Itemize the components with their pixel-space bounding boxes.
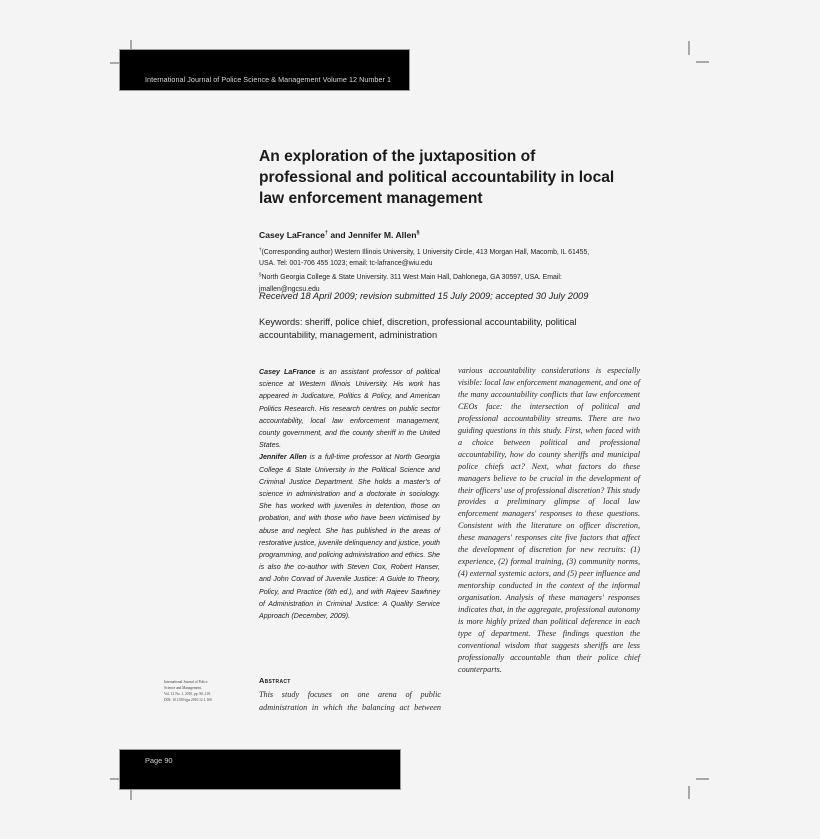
journal-title-line: International Journal of Police Science & Management Volume 12 Number 1 (145, 75, 392, 84)
citation-line-2: Science and Management, (164, 686, 202, 690)
abstract-text-continuation: various accountability considerations is especially visible: local law enforcement management, and one of the many accountability conflicts that law enforcement CEOs face: the intersection of political and professional accountability streams. There are two guiding questions in this study. First, when faced with a choice between political and professional accountability, how do county sheriffs and municipal police chiefs act? Next, what factors do these managers believe to be crucial in the development of their officers' use of professional discretion? This study provides a preliminary glimpse of local law enforcement managers' responses to these questions. Consistent with the literature on officer discretion, these managers' responses cite five factors that affect the development of discretion for new recruits: (1) experience, (2) formal training, (3) community norms, (4) external systemic actors, and (5) peer influence and mentorship conducted in the context of the informal organisation. Analysis of these managers' responses indicates that, in the aggregate, professional autonomy is more highly prized than political deference in each type of department. These findings question the conventional wisdom that suggests sheriffs are less professionally accountable than their police chief counterparts. (458, 366, 640, 674)
affiliation-1-text: (Corresponding author) Western Illinois University, 1 University Circle, 413 Morgan Hall, Macomb, IL 61455, USA. Tel: 001-706 455 1023; email: tc-lafrance@wiu.edu (259, 249, 590, 268)
abstract-text-start: This study focuses on one arena of public administration in which the balancing act between (259, 690, 441, 712)
affiliation-1 (259, 244, 599, 269)
article-title: An exploration of the juxtaposition of professional and political accountability in local law enforcement management (259, 148, 615, 207)
author-bios-column (259, 366, 440, 622)
crop-mark-top-right-horizontal (696, 61, 709, 63)
bio-allen-text: is a full-time professor at North Georgia College & State University in the Political Science and Criminal Justice Department. She holds a master's of science in administration and a doctorate in sociology. She has worked with juveniles in detention, those on probation, and with those who have been victimised by abuse and neglect. She has published in the areas of restorative justice, juvenile delinquency and justice, youth programming, and policing administration and ethics. She is also the co-author with Steven Cox, Robert Hanser, and John Conrad of Juvenile Justice: A Guide to Theory, Policy, and Practice (6th ed.), and with Rajeev Sawhney of Administration in Criminal Justice: A Quality Service Approach (December, 2009). (259, 453, 440, 621)
page-footer-bar (120, 750, 400, 789)
affiliation-1-mark: † (259, 247, 262, 252)
bio-lafrance-text: is an assistant professor of political science at Western Illinois University. His work has appeared in Judicature, Politics & Policy, and American Politics Research. His research centres on public sector accountability, local law enforcement management, county government, and the county sheriff in the United States. (259, 368, 441, 450)
crop-mark-bottom-right-horizontal (696, 778, 709, 780)
page-number: Page 90 (145, 756, 173, 765)
journal-citation (164, 679, 254, 703)
affiliation-2-mark: § (259, 272, 262, 278)
author-1: Casey LaFrance (259, 230, 325, 240)
author-conjunction: and (327, 230, 349, 240)
bio-allen (259, 451, 440, 622)
crop-mark-bottom-right-vertical (688, 786, 690, 799)
bio-allen-name: Jennifer Allen (259, 453, 307, 462)
keywords: Keywords: sheriff, police chief, discretion, professional accountability, political accountability, management, administration (259, 317, 577, 340)
bio-lafrance-name: Casey LaFrance (259, 368, 316, 376)
author-line (259, 230, 420, 240)
crop-mark-top-right-vertical (688, 41, 690, 55)
abstract-continuation-column (458, 365, 640, 676)
author-2-footnote-mark: § (416, 230, 420, 236)
author-1-footnote-mark: † (324, 230, 328, 236)
author-2: Jennifer M. Allen (348, 230, 417, 240)
crop-mark-bottom-left-vertical (130, 788, 132, 800)
bio-lafrance (259, 366, 440, 451)
affiliation-2-text: North Georgia College & State University. 311 West Main Hall, Dahlonega, GA 30597, USA. Email: jmallen@ngcsu.edu (259, 274, 562, 293)
citation-line-4: DOI: 10.1350/ijps.2010.12.1.160 (164, 698, 212, 702)
affiliations (259, 244, 599, 295)
journal-header-bar (120, 50, 409, 90)
abstract-heading: Abstract (259, 676, 291, 685)
citation-line-1: International Journal of Police (164, 680, 208, 684)
citation-line-3: Vol. 12 No. 1, 2010, pp. 90–118. (164, 692, 211, 696)
received-dates: Received 18 April 2009; revision submitted 15 July 2009; accepted 30 July 2009 (259, 291, 589, 301)
